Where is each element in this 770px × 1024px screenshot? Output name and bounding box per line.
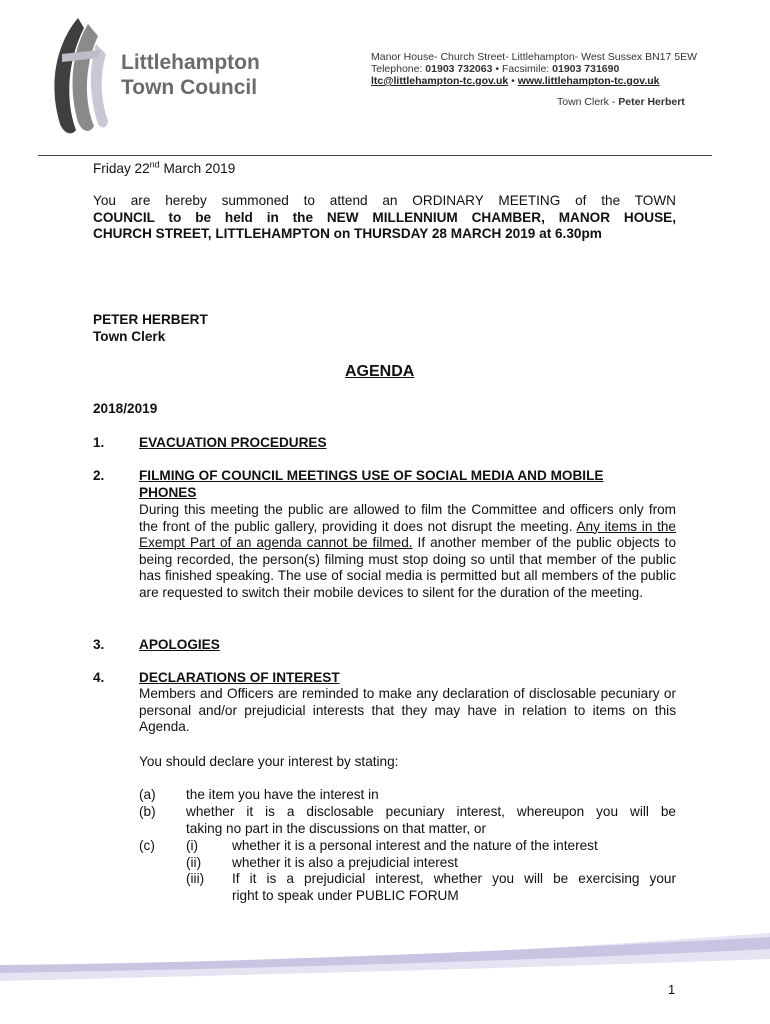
item-2-number: 2. (93, 468, 105, 483)
item-1-number: 1. (93, 435, 105, 450)
signatory-name: PETER HERBERT (93, 312, 208, 327)
date-suffix: nd (149, 159, 160, 170)
clerk-label: Town Clerk - (557, 96, 619, 108)
sub-item-b-text-line2: taking no part in the discussions on that matter, or (186, 821, 486, 836)
telephone-number: 01903 732063 (425, 63, 493, 75)
facsimile-label: Facsimile: (501, 63, 553, 75)
date-rest: March 2019 (159, 161, 236, 176)
web-line (371, 75, 659, 88)
sub-sub-item-ii-text: whether it is also a prejudicial interest (232, 855, 458, 870)
item-3-heading: APOLOGIES (139, 637, 220, 652)
agenda-title: AGENDA (345, 363, 415, 380)
town-clerk-line (557, 96, 685, 109)
item-2-body (139, 502, 676, 602)
sub-item-b-label: (b) (139, 804, 156, 819)
sub-sub-item-ii-label: (ii) (186, 855, 202, 870)
item-2-body-end: If another member of the public objects to being recorded, the person(s) filming must stop doing so until that member of the public has finished speaking. The use of social media is permitted but all members of the public are requested to switch their mobile devices to silent for the duration of the meeting. (139, 535, 677, 600)
item-4-heading: DECLARATIONS OF INTEREST (139, 670, 340, 685)
summons-line-1: You are hereby summoned to attend an ORDINARY MEETING of the TOWN (93, 193, 676, 208)
page-number: 1 (668, 982, 676, 997)
separator: • (508, 75, 518, 87)
council-name-line2: Town Council (121, 76, 258, 99)
letter-date (93, 161, 235, 178)
sub-sub-item-iii-label: (iii) (186, 871, 205, 886)
item-2-heading-line2: PHONES (139, 485, 197, 500)
facsimile-number: 01903 731690 (552, 63, 620, 75)
signatory-title: Town Clerk (93, 329, 166, 344)
sub-item-a-text: the item you have the interest in (186, 787, 379, 802)
date-day: Friday 22 (93, 161, 150, 176)
footer-wave-decoration (0, 925, 770, 985)
council-logo-icon (38, 14, 118, 139)
address-line: Manor House- Church Street- Littlehampton- West Sussex BN17 5EW (371, 51, 698, 63)
agenda-year: 2018/2019 (93, 401, 158, 416)
item-2-body-start: During this meeting the public are allowed to film the Committee and officers only from the front of the public gallery, providing it does not disrupt the meeting. (139, 502, 676, 534)
summons-paragraph (93, 193, 676, 243)
item-4-stating: You should declare your interest by stating: (139, 754, 399, 769)
separator: • (492, 63, 502, 75)
sub-sub-item-iii-text-line2: right to speak under PUBLIC FORUM (232, 888, 459, 903)
item-1-heading: EVACUATION PROCEDURES (139, 435, 327, 450)
header-divider (38, 155, 712, 156)
sub-sub-item-i-text: whether it is a personal interest and the nature of the interest (232, 838, 598, 853)
item-2-body-underlined: Any items in the Exempt Part of an agenda cannot be filmed. (139, 518, 676, 551)
sub-item-b-text-line1: whether it is a disclosable pecuniary interest, whereupon you will be (186, 804, 676, 819)
sub-sub-item-i-label: (i) (186, 838, 199, 853)
sub-item-c-label: (c) (139, 838, 155, 853)
summons-line-3: CHURCH STREET, LITTLEHAMPTON on THURSDAY 28 MARCH 2019 at 6.30pm (93, 226, 602, 241)
item-4-number: 4. (93, 670, 105, 685)
item-2-heading-line1: FILMING OF COUNCIL MEETINGS USE OF SOCIAL MEDIA AND MOBILE (139, 468, 604, 483)
summons-line-2: COUNCIL to be held in the NEW MILLENNIUM CHAMBER, MANOR HOUSE, (93, 209, 676, 225)
item-4-body: Members and Officers are reminded to make any declaration of disclosable pecuniary or personal and/or prejudicial interests that they may have in relation to items on this Agenda. (139, 686, 676, 735)
website-link[interactable]: www.littlehampton-tc.gov.uk (517, 75, 660, 87)
clerk-name: Peter Herbert (618, 96, 685, 108)
email-link[interactable]: ltc@littlehampton-tc.gov.uk (371, 75, 509, 87)
sub-item-a-label: (a) (139, 787, 156, 802)
item-3-number: 3. (93, 637, 105, 652)
council-name-line1: Littlehampton (121, 51, 260, 74)
telephone-label: Telephone: (371, 63, 426, 75)
sub-sub-item-iii-text-line1: If it is a prejudicial interest, whether you will be exercising your (232, 871, 676, 886)
